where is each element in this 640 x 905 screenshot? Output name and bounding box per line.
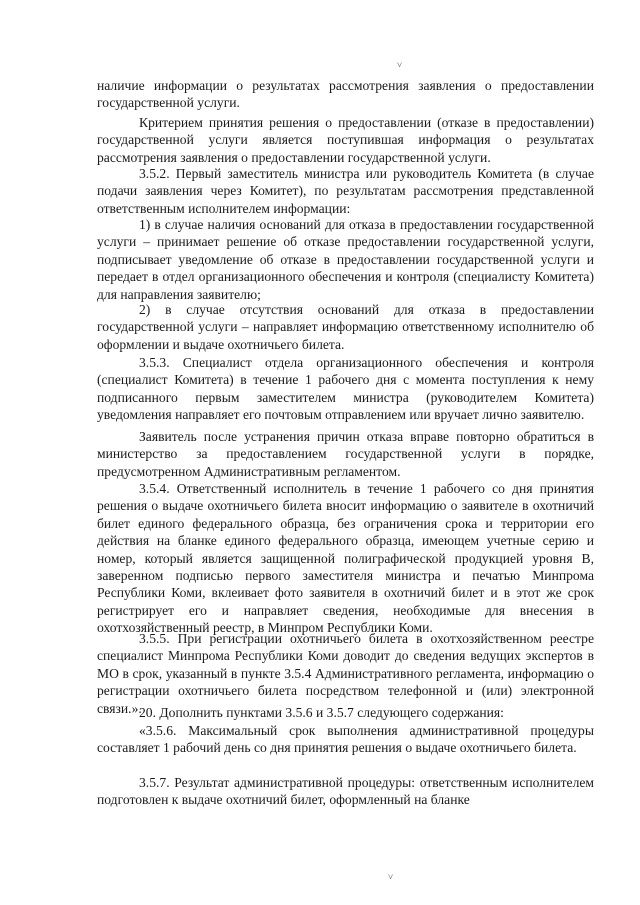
- scan-mark-bottom: ˅: [388, 872, 394, 882]
- paragraph-1: наличие информации о результатах рассмотрения заявления о предоставлении государственной услуги.: [97, 78, 594, 111]
- paragraph-9: 3.5.5. При регистрации охотничьего билета в охотхозяйственном реестре специалист Минпрома Республики Коми доводит до сведения ведущих экспертов в МО в срок, указанный в пункте 3.5.4 Административного регламента, информацию о регистрации охотничьего билета посредством телефонной и (или) электронной связи.».: [97, 631, 594, 716]
- paragraph-7: Заявитель после устранения причин отказа вправе повторно обратиться в министерство за предоставлением государственной услуги в порядке, предусмотренном Административным регламентом.: [97, 429, 594, 479]
- scan-mark: ˅: [397, 60, 403, 70]
- paragraph-3: 3.5.2. Первый заместитель министра или руководитель Комитета (в случае подачи заявления через Комитет), по результатам рассмотрения представленной ответственным исполнителем информации:: [97, 166, 594, 216]
- paragraph-4: 1) в случае наличия оснований для отказа в предоставлении государственной услуги – принимает решение об отказе предоставлении государственной услуги, подписывает уведомление об отказе в предоставлении государственной услуги и передает в отдел организационного обеспечения и контроля (специалисту Комитета) для направления заявителю;: [97, 217, 594, 302]
- paragraph-5: 2) в случае отсутствия оснований для отказа в предоставлении государственной услуги – направляет информацию ответственному исполнителю об оформлении и выдаче охотничьего билета.: [97, 302, 594, 352]
- paragraph-8: 3.5.4. Ответственный исполнитель в течение 1 рабочего со дня принятия решения о выдаче охотничьего билета вносит информацию о заявителе в охотничий билет единого федерального образца, без ограничения срока и территории его действия на бланке единого федерального образца, имеющем учетные серию и номер, который является защищенной полиграфической продукцией уровня В, заверенном подписью первого заместителя министра и печатью Минпрома Республики Коми, вклеивает фото заявителя в охотничий билет и в этот же срок регистрирует его и направляет сведения, необходимые для внесения в охотхозяйственный реестр, в Минпром Республики Коми.: [97, 481, 594, 636]
- paragraph-2: Критерием принятия решения о предоставлении (отказе в предоставлении) государственной услуги является поступившая информация о результатах рассмотрения заявления о предоставлении государственной услуги.: [97, 115, 594, 165]
- paragraph-10: 20. Дополнить пунктами 3.5.6 и 3.5.7 следующего содержания:: [139, 705, 504, 720]
- paragraph-12: 3.5.7. Результат административной процедуры: ответственным исполнителем подготовлен к выдаче охотничий билет, оформленный на бланке: [97, 775, 594, 808]
- paragraph-6: 3.5.3. Специалист отдела организационного обеспечения и контроля (специалист Комитета) в течение 1 рабочего дня с момента поступления к нему подписанного первым заместителем министра (руководителем Комитета) уведомления направляет его почтовым отправлением или вручает лично заявителю.: [97, 355, 594, 423]
- paragraph-11: «3.5.6. Максимальный срок выполнения административной процедуры составляет 1 рабочий день со дня принятия решения о выдаче охотничьего билета.: [97, 723, 594, 756]
